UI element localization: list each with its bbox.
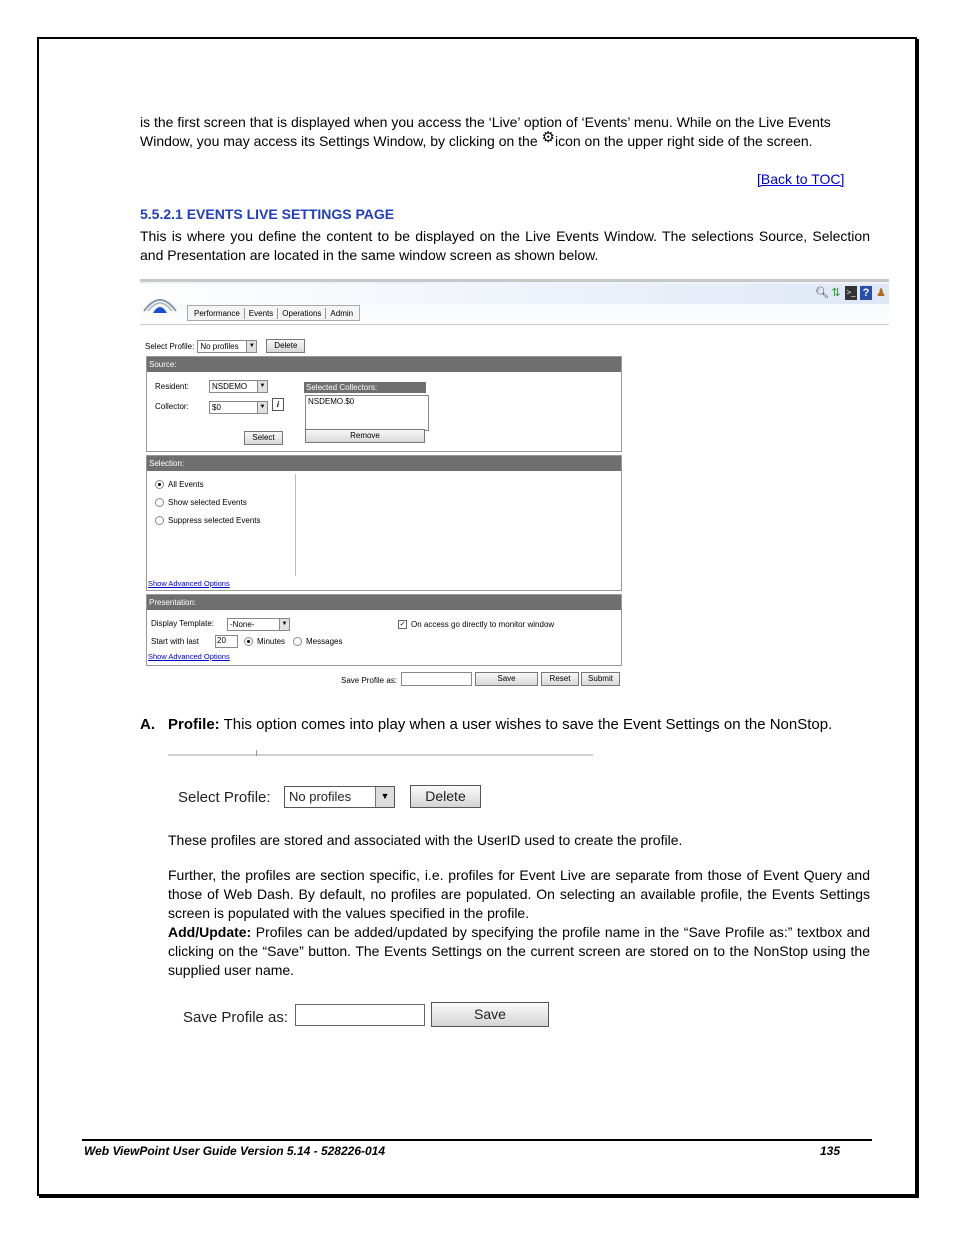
zoom1-profile-dropdown[interactable]: No profiles ▼ <box>284 786 395 808</box>
paragraph-1: These profiles are stored and associated with the UserID used to create the profile. <box>168 832 683 848</box>
radio-icon[interactable] <box>293 637 302 646</box>
radio-icon[interactable] <box>155 516 164 525</box>
delete-button[interactable]: Delete <box>266 339 305 353</box>
section-heading: 5.5.2.1 EVENTS LIVE SETTINGS PAGE <box>140 206 395 222</box>
display-template-dropdown[interactable]: -None- ▼ <box>227 618 290 631</box>
page-number: 135 <box>820 1144 841 1158</box>
item-a-text: Profile: This option comes into play when a user wishes to save the Event Settings on the NonStop. <box>168 716 833 733</box>
menu-admin[interactable]: Admin <box>330 308 354 318</box>
source-panel <box>146 356 622 452</box>
reset-button[interactable]: Reset <box>541 672 579 686</box>
paragraph-2: Further, the profiles are section specific, i.e. profiles for Event Live are separate from those of Event Query and those of Web Dash. By default, no profiles are populated. On selecting an available profile, the Events Settings screen is populated with the values specified in the profile. <box>168 867 870 921</box>
radio-messages[interactable]: Messages <box>293 637 342 646</box>
checkbox-icon[interactable]: ✓ <box>399 621 406 629</box>
radio-icon[interactable] <box>155 498 164 507</box>
section-text: This is where you define the content to be displayed on the Live Events Window. The selections Source, Selection and Presentation are located in the same window screen as shown below. <box>140 228 870 263</box>
back-to-toc-link[interactable]: [Back to TOC] <box>757 171 845 187</box>
chevron-down-icon[interactable]: ▼ <box>375 787 394 807</box>
intro-line-2b: icon on the upper right side of the screen. <box>554 133 813 149</box>
settings-gear-icon: ⚙ <box>541 129 555 146</box>
menu-events[interactable]: Events <box>245 308 278 319</box>
monitor-checkbox[interactable]: ✓ On access go directly to monitor window <box>399 620 555 629</box>
intro-line-2 <box>140 129 870 151</box>
remove-button[interactable]: Remove <box>305 429 425 443</box>
select-profile-row <box>145 339 305 353</box>
info-icon[interactable]: i <box>272 398 284 411</box>
zoom1-delete-button[interactable]: Delete <box>410 785 481 808</box>
zoom1-select-profile-label: Select Profile: <box>178 789 271 806</box>
paragraph-3: Add/Update: Profiles can be added/updated by specifying the profile name in the “Save Profile as:” textbox and clicking on the “Save” button. The Events Settings on the current screen are stored on to the NonStop using the supplied user name. <box>168 924 870 978</box>
radio-suppress-selected[interactable]: Suppress selected Events <box>155 516 261 525</box>
app-toolbar <box>140 279 889 325</box>
save-profile-label: Save Profile as: <box>341 676 398 685</box>
menu-performance[interactable]: Performance <box>190 308 245 319</box>
zoom2-save-profile-input[interactable] <box>295 1004 425 1026</box>
selection-header: Selection: <box>147 456 621 471</box>
main-menu <box>187 305 360 321</box>
selected-collectors-header: Selected Collectors: <box>304 382 426 393</box>
radio-minutes[interactable]: Minutes <box>244 637 285 646</box>
logo-icon <box>142 291 178 313</box>
presentation-advanced-link[interactable]: Show Advanced Options <box>148 652 230 661</box>
radio-icon[interactable] <box>155 480 164 489</box>
radio-icon[interactable] <box>244 637 253 646</box>
zoom2-save-profile-label: Save Profile as: <box>183 1009 289 1026</box>
intro-line-2a: Window, you may access its Settings Window, by clicking on the <box>140 133 538 149</box>
presentation-header: Presentation: <box>147 595 621 610</box>
submit-button[interactable]: Submit <box>581 672 620 686</box>
item-a-letter: A. <box>140 716 155 733</box>
select-button[interactable]: Select <box>244 431 283 445</box>
collector-dropdown[interactable]: $0 ▼ <box>209 401 268 414</box>
zoom1-divider <box>168 754 593 756</box>
help-icon[interactable]: ? <box>860 286 872 300</box>
select-profile-label: Select Profile: <box>145 341 195 351</box>
selection-advanced-link[interactable]: Show Advanced Options <box>148 579 230 588</box>
intro-line-1: is the first screen that is displayed when you access the ‘Live’ option of ‘Events’ menu. While on the Live Events <box>140 114 831 130</box>
save-button[interactable]: Save <box>475 672 538 686</box>
source-header: Source: <box>147 357 621 372</box>
resident-dropdown[interactable]: NSDEMO ▼ <box>209 380 268 393</box>
menu-operations[interactable]: Operations <box>278 308 326 319</box>
events-live-settings-screenshot <box>140 279 889 694</box>
zoom2-save-button[interactable]: Save <box>431 1002 549 1027</box>
start-with-last-label: Start with last <box>151 637 200 646</box>
presentation-panel <box>146 594 622 666</box>
search-icon[interactable]: 🔍︎ <box>815 287 829 299</box>
display-template-label: Display Template: <box>151 619 214 628</box>
resident-label: Resident: <box>155 382 189 391</box>
terminal-icon[interactable]: >_ <box>845 286 857 300</box>
radio-all-events[interactable]: All Events <box>155 480 204 489</box>
start-with-last-input[interactable]: 20 <box>215 635 238 648</box>
refresh-arrow-icon[interactable]: ⇅ <box>831 287 841 299</box>
radio-show-selected[interactable]: Show selected Events <box>155 498 247 507</box>
save-profile-input[interactable] <box>401 672 472 686</box>
collector-label: Collector: <box>155 402 189 411</box>
user-icon[interactable]: ♟ <box>876 287 886 299</box>
profile-dropdown[interactable]: No profiles ▼ <box>197 340 257 353</box>
toolbar-icons <box>815 286 887 300</box>
selected-collectors-list[interactable] <box>305 395 429 431</box>
footer-title: Web ViewPoint User Guide Version 5.14 - 528226-014 <box>84 1144 386 1158</box>
selection-panel <box>146 455 622 591</box>
selected-collector-item[interactable]: NSDEMO.$0 <box>308 397 355 406</box>
footer-divider <box>82 1139 872 1141</box>
